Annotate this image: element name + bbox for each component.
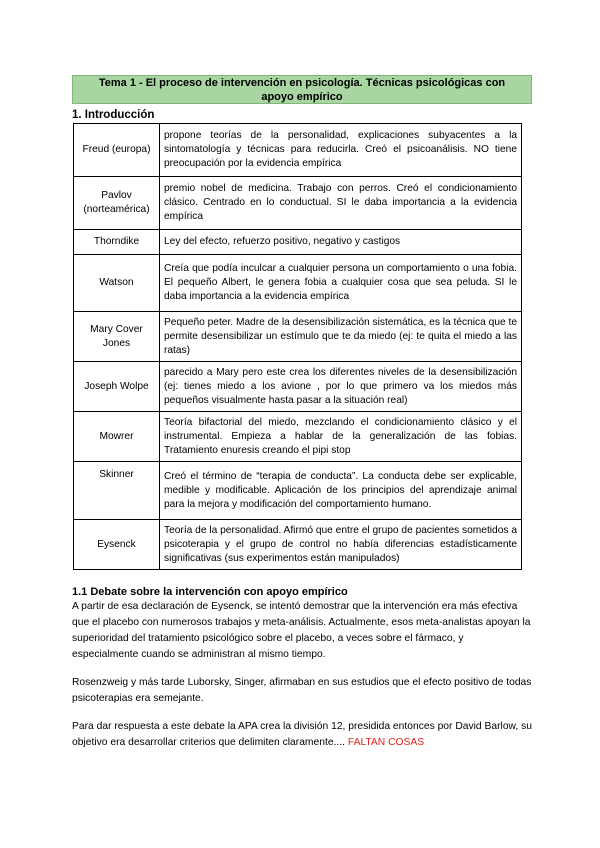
table-row	[74, 255, 522, 312]
document-page	[72, 75, 532, 751]
table-row	[74, 177, 522, 230]
author-description: Teoría bifactorial del miedo, mezclando el condicionamiento clásico y el instrumental. Empieza a hablar de la generalización de las fobias. Tratamiento enuresis creando el pipi stop	[160, 412, 522, 462]
title-line-1: Tema 1 - El proceso de intervención en psicología. Técnicas psicológicas con	[98, 76, 506, 89]
author-description: propone teorías de la personalidad, explicaciones subyacentes a la sintomatología y técnicas para reducirla. Creó el psicoanálisis. NO tiene preocupación por la evidencia empírica	[160, 124, 522, 177]
author-description: premio nobel de medicina. Trabajo con perros. Creó el condicionamiento clásico. Centrado en lo conductual. SI le daba importancia a la evidencia empírica	[160, 177, 522, 230]
table-row	[74, 312, 522, 362]
section-heading-introduccion: 1. Introducción	[72, 109, 155, 121]
table-row	[74, 462, 522, 520]
author-name: Freud (europa)	[74, 124, 160, 177]
paragraph-3	[72, 719, 532, 751]
author-description: Ley del efecto, refuerzo positivo, negativo y castigos	[160, 230, 522, 255]
section-heading-debate: 1.1 Debate sobre la intervención con apoyo empírico	[72, 586, 348, 598]
author-name: Watson	[74, 255, 160, 312]
author-description: Creó el término de “terapia de conducta”. La conducta debe ser explicable, medible y modificable. Aplicación de los principios del aprendizaje animal para la mejora y modificación del comportamiento humano.	[160, 462, 522, 520]
author-name: Mowrer	[74, 412, 160, 462]
author-name: Eysenck	[74, 520, 160, 570]
authors-table	[73, 123, 522, 570]
author-description: parecido a Mary pero este crea los diferentes niveles de la desensibilización (ej: tienes miedo a los avione , por lo que primero va los miedos más pequeños visualmente hasta pasar a la situación real)	[160, 362, 522, 412]
author-description: Creía que podía inculcar a cualquier persona un comportamiento o una fobia. El pequeño Albert, le genera fobia a cualquier cosa que sea peluda. SI le daba importancia a la evidencia empírica	[160, 255, 522, 312]
author-name: Joseph Wolpe	[74, 362, 160, 412]
author-name: Mary Cover Jones	[74, 312, 160, 362]
author-name: Pavlov (norteamérica)	[74, 177, 160, 230]
author-description: Teoría de la personalidad. Afirmó que entre el grupo de pacientes sometidos a psicoterapia y el grupo de control no había diferencias estadísticamente significativas (sus experimentos están manipulados)	[160, 520, 522, 570]
table-row	[74, 124, 522, 177]
table-row	[74, 520, 522, 570]
title-box	[72, 75, 532, 104]
author-name: Skinner	[74, 462, 160, 520]
table-row	[74, 412, 522, 462]
table-row	[74, 230, 522, 255]
paragraph-3-text: Para dar respuesta a este debate la APA crea la división 12, presidida entonces por David Barlow, su objetivo era desarrollar criterios que delimiten claramente....	[72, 721, 533, 748]
author-name: Thorndike	[74, 230, 160, 255]
table-row	[74, 362, 522, 412]
paragraph-2: Rosenzweig y más tarde Luborsky, Singer, afirmaban en sus estudios que el efecto positivo de todas psicoterapias era semejante.	[72, 677, 532, 704]
paragraph-1: A partir de esa declaración de Eysenck, se intentó demostrar que la intervención era más efectiva que el placebo con numerosos trabajos y meta-análisis. Actualmente, esos meta-analistas apoyan la superioridad del tratamiento psicológico sobre el placebo, a veces sobre el fármaco, y especialmente cuando se administran al mismo tiempo.	[72, 601, 531, 660]
missing-content-note: FALTAN COSAS	[347, 737, 425, 748]
author-description: Pequeño peter. Madre de la desensibilización sistemática, es la técnica que te permite desensibilizar un estímulo que te da miedo (ej: te quita el miedo a las ratas)	[160, 312, 522, 362]
title-line-2: apoyo empírico	[261, 90, 343, 103]
